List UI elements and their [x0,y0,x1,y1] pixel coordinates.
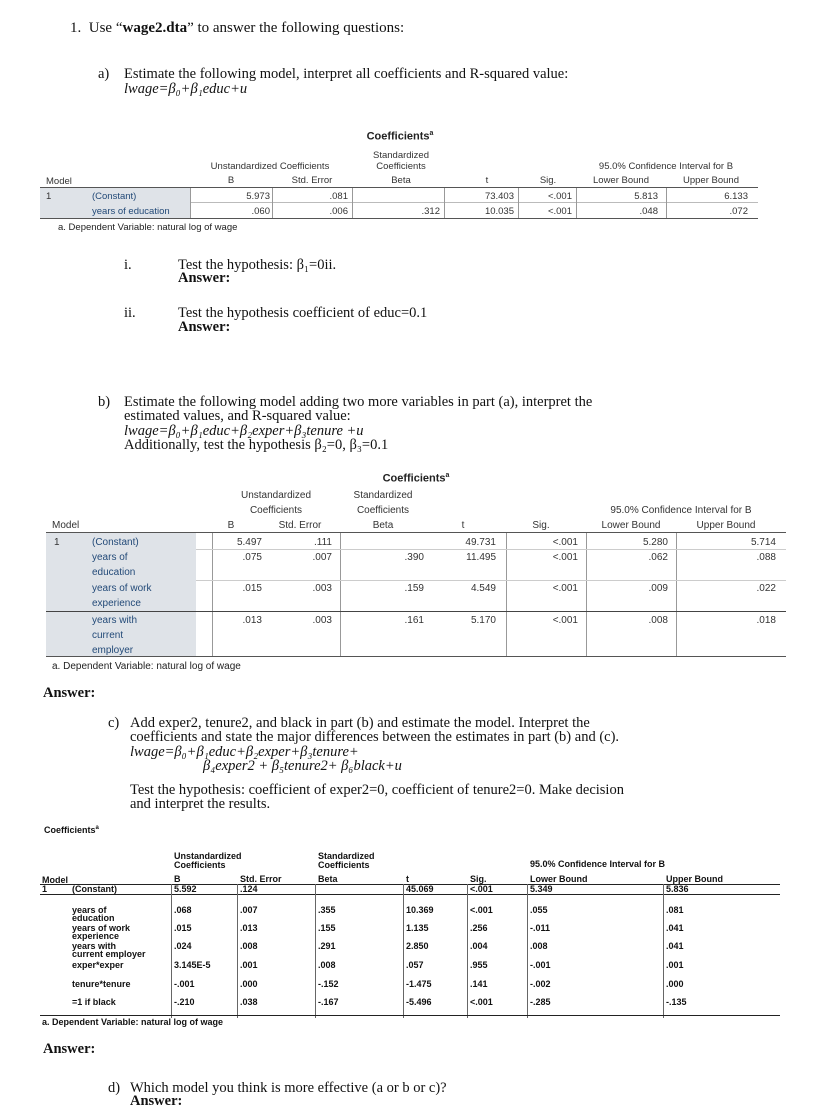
header-model: Model [46,176,72,187]
cell-sig: .256 [470,923,488,933]
cell-t: 10.369 [406,905,434,915]
cell-b: .013 [242,615,262,626]
divider [40,218,758,219]
table-title: Coefficients$^a$ [382,472,450,485]
divider [315,884,316,1018]
cell-lower: -.002 [530,979,551,989]
cell-lower: -.011 [530,923,551,933]
cell-beta: -.167 [318,997,339,1007]
model-number: 1 [42,884,48,894]
header-standardized: Standardized [373,150,429,161]
row-label-3: employer [92,645,134,656]
divider [40,894,780,895]
cell-b: .015 [174,923,192,933]
cell-upper: .018 [756,615,776,626]
cell-upper: .081 [666,905,684,915]
row-label-2: current employer [72,949,146,959]
cell-sig: .141 [470,979,488,989]
cell-sig: <.001 [470,884,493,894]
cell-t: -1.475 [406,979,432,989]
cell-sig: <.001 [470,997,493,1007]
cell-sig: .004 [470,941,488,951]
table-footnote: a. Dependent Variable: natural log of wage [52,661,241,672]
header-model: Model [42,875,68,885]
cell-b: -.001 [174,979,195,989]
cell-upper: .022 [756,583,776,594]
cell-b: .015 [242,583,262,594]
cell-t: 10.035 [484,206,514,217]
cell-t: 73.403 [484,191,514,202]
row-label: years of work [92,583,152,594]
header-unstandardized-2: Coefficients [249,505,303,516]
header-confidence-interval: 95.0% Confidence Interval for B [598,161,734,172]
cell-t: 49.731 [465,537,496,548]
row-label: years of [92,552,128,563]
row-label: years with [72,941,117,951]
answer-label: Answer: [178,319,231,335]
row-label: (Constant) [72,884,117,894]
header-upper-bound: Upper Bound [666,874,723,884]
cell-sig: <.001 [547,206,572,217]
cell-se: .111 [314,537,332,548]
header-beta: Beta [318,874,338,884]
model-number: 1 [54,537,60,548]
row-label: (Constant) [92,191,137,202]
cell-sig: <.001 [552,583,578,594]
header-t: t [406,874,409,884]
cell-beta: .161 [404,615,424,626]
part-d-label: d) [108,1080,121,1096]
cell-sig: <.001 [470,905,493,915]
cell-lower: 5.813 [634,191,658,202]
table-title: Coefficients$^a$ [44,825,99,835]
cell-sig: <.001 [547,191,572,202]
header-beta: Beta [372,520,394,531]
row-label: (Constant) [92,537,139,548]
answer-label: Answer: [130,1093,183,1109]
divider [171,884,172,1018]
row-divider [196,549,786,550]
row-label-2: experience [72,931,120,941]
part-d-text: Which model you think is more effective (a or b or c)? [130,1080,447,1096]
answer-label: Answer: [43,1041,96,1057]
part-a-label: a) [98,66,110,82]
cell-se: .013 [240,923,258,933]
cell-t: 45.069 [406,884,434,894]
header-sig: Sig. [539,175,557,186]
cell-lower: 5.349 [530,884,553,894]
cell-beta: .312 [421,206,440,217]
divider [663,884,664,1018]
header-unstandardized: Unstandardized Coefficients [210,161,330,172]
cell-b: 5.973 [246,191,270,202]
header-lower-bound: Lower Bound [530,874,588,884]
cell-b: -.210 [174,997,195,1007]
header-unstandardized-2: Coefficients [174,860,226,870]
question-text-post: ” to answer the following questions: [187,20,405,36]
cell-t: 1.135 [406,923,429,933]
cell-upper: .072 [729,206,748,217]
cell-se: .000 [240,979,258,989]
row-label: years of education [92,206,170,217]
divider [403,884,404,1018]
cell-b: 5.592 [174,884,197,894]
question-text-pre: Use “ [88,20,123,36]
subq-i-number: i. [124,257,132,273]
cell-se: .003 [312,615,332,626]
row-label-2: education [72,913,115,923]
row-label: years with [92,615,138,626]
cell-se: .081 [329,191,348,202]
header-upper-bound: Upper Bound [696,520,756,531]
row-divider [196,580,786,581]
part-c-text: coefficients and state the major differences between the estimates in part (b) and (c). [130,729,620,745]
header-standardized: Standardized [318,851,375,861]
question-number: 1. [70,20,82,36]
cell-se: .007 [312,552,332,563]
cell-b: .060 [251,206,270,217]
part-a-text: Estimate the following model, interpret all coefficients and R-squared value: [124,66,569,82]
header-unstandardized: Unstandardized [174,851,242,861]
part-c-hypothesis-2: and interpret the results. [130,796,271,812]
cell-lower: .008 [648,615,668,626]
cell-beta: .155 [318,923,336,933]
cell-lower: .009 [648,583,668,594]
header-b: B [174,874,181,884]
answer-label: Answer: [43,685,96,701]
cell-upper: 6.133 [724,191,748,202]
cell-se: .003 [312,583,332,594]
divider [40,1015,780,1016]
cell-b: 3.145E-5 [174,960,211,970]
header-standardized: Standardized [353,490,413,501]
cell-upper: 5.836 [666,884,689,894]
question-1 [70,20,404,37]
cell-lower: -.001 [530,960,551,970]
cell-upper: -.135 [666,997,687,1007]
header-lower-bound: Lower Bound [601,520,661,531]
cell-lower: .008 [530,941,548,951]
header-t: t [485,175,489,186]
header-sig: Sig. [532,520,550,531]
cell-se: .038 [240,997,258,1007]
coefficients-table-a [40,124,760,236]
cell-se: .006 [329,206,348,217]
header-b: B [227,520,235,531]
cell-sig: .955 [470,960,488,970]
cell-se: .007 [240,905,258,915]
row-label: years of work [72,923,131,933]
part-b-text: Estimate the following model adding two more variables in part (a), interpret the [124,394,593,410]
part-c-label: c) [108,715,120,731]
cell-se: .008 [240,941,258,951]
cell-sig: <.001 [552,552,578,563]
model-number: 1 [46,191,52,202]
row-label: years of [72,905,107,915]
header-t: t [461,520,465,531]
answer-label: Answer: [178,270,231,286]
subq-i-text: Test the hypothesis: β₁=0ii. [178,257,337,273]
part-b-text: estimated values, and R-squared value: [124,408,351,424]
part-b-label: b) [98,394,111,410]
cell-lower: .062 [648,552,668,563]
file-name: wage2.dta [122,20,188,36]
row-label: =1 if black [72,997,116,1007]
coefficients-table-c [40,822,780,1032]
cell-upper: .001 [666,960,684,970]
cell-sig: <.001 [552,615,578,626]
divider [467,884,468,1018]
divider [527,884,528,1018]
cell-lower: .048 [639,206,658,217]
cell-se: .001 [240,960,258,970]
cell-beta: .008 [318,960,336,970]
row-divider [190,202,758,203]
cell-t: 5.170 [470,615,496,626]
table-title: Coefficients$^a$ [366,130,434,143]
cell-beta: -.152 [318,979,339,989]
table-footnote: a. Dependent Variable: natural log of wage [58,222,238,233]
cell-b: .068 [174,905,192,915]
part-c-text: Add exper2, tenure2, and black in part (b) and estimate the model. Interpret the [130,715,590,731]
part-a-equation: lwage=β₀+β₁educ+u [124,81,248,97]
subq-ii-number: ii. [124,305,136,321]
header-std-error: Std. Error [278,520,322,531]
cell-beta: .291 [318,941,336,951]
row-divider [46,611,786,612]
cell-upper: .041 [666,941,684,951]
cell-b: 5.497 [236,537,262,548]
row-label-2: experience [92,598,141,609]
header-confidence-interval: 95.0% Confidence Interval for B [530,859,666,869]
cell-sig: <.001 [552,537,578,548]
header-std-error: Std. Error [240,874,282,884]
header-confidence-interval: 95.0% Confidence Interval for B [610,505,752,516]
cell-lower: .055 [530,905,548,915]
cell-beta: .159 [404,583,424,594]
subq-ii-text: Test the hypothesis coefficient of educ=0.1 [178,305,428,321]
cell-upper: 5.714 [750,537,776,548]
header-standardized-2: Coefficients [356,505,410,516]
cell-t: 4.549 [470,583,496,594]
cell-se: .124 [240,884,258,894]
divider [46,656,786,657]
row-label-2: current [92,630,124,641]
header-standardized-2: Coefficients [318,860,370,870]
header-standardized-2: Coefficients [376,161,426,172]
row-label: tenure*tenure [72,979,131,989]
header-b: B [227,175,235,186]
row-label: exper*exper [72,960,124,970]
header-lower-bound: Lower Bound [593,175,649,186]
part-b-hypothesis: Additionally, test the hypothesis β₂=0, β₃=0.1 [124,437,389,453]
divider [237,884,238,1018]
cell-lower: -.285 [530,997,551,1007]
coefficients-table-b [46,470,786,680]
header-std-error: Std. Error [291,175,333,186]
part-c-hypothesis: Test the hypothesis: coefficient of exper2=0, coefficient of tenure2=0. Make decision [130,782,624,798]
cell-upper: .000 [666,979,684,989]
header-upper-bound: Upper Bound [683,175,739,186]
row-label-2: education [92,567,136,578]
cell-upper: .088 [756,552,776,563]
table-footnote: a. Dependent Variable: natural log of wage [42,1017,224,1027]
cell-b: .024 [174,941,192,951]
header-model: Model [52,520,80,531]
cell-t: 11.495 [466,552,496,563]
cell-beta: .390 [404,552,424,563]
part-c-equation-2: β₄exper2 + β₅tenure2+ β₆black+u [203,758,402,774]
cell-t: -5.496 [406,997,432,1007]
part-c-equation: lwage=β₀+β₁educ+β₂exper+β₃tenure+ [130,744,359,760]
header-unstandardized: Unstandardized [240,490,312,501]
cell-lower: 5.280 [642,537,668,548]
cell-b: .075 [242,552,262,563]
cell-t: 2.850 [406,941,429,951]
part-b-equation: lwage=β₀+β₁educ+β₂exper+β₃tenure +u [124,423,364,439]
cell-upper: .041 [666,923,684,933]
cell-t: .057 [406,960,424,970]
header-beta: Beta [391,175,411,186]
cell-beta: .355 [318,905,336,915]
header-sig: Sig. [470,874,487,884]
